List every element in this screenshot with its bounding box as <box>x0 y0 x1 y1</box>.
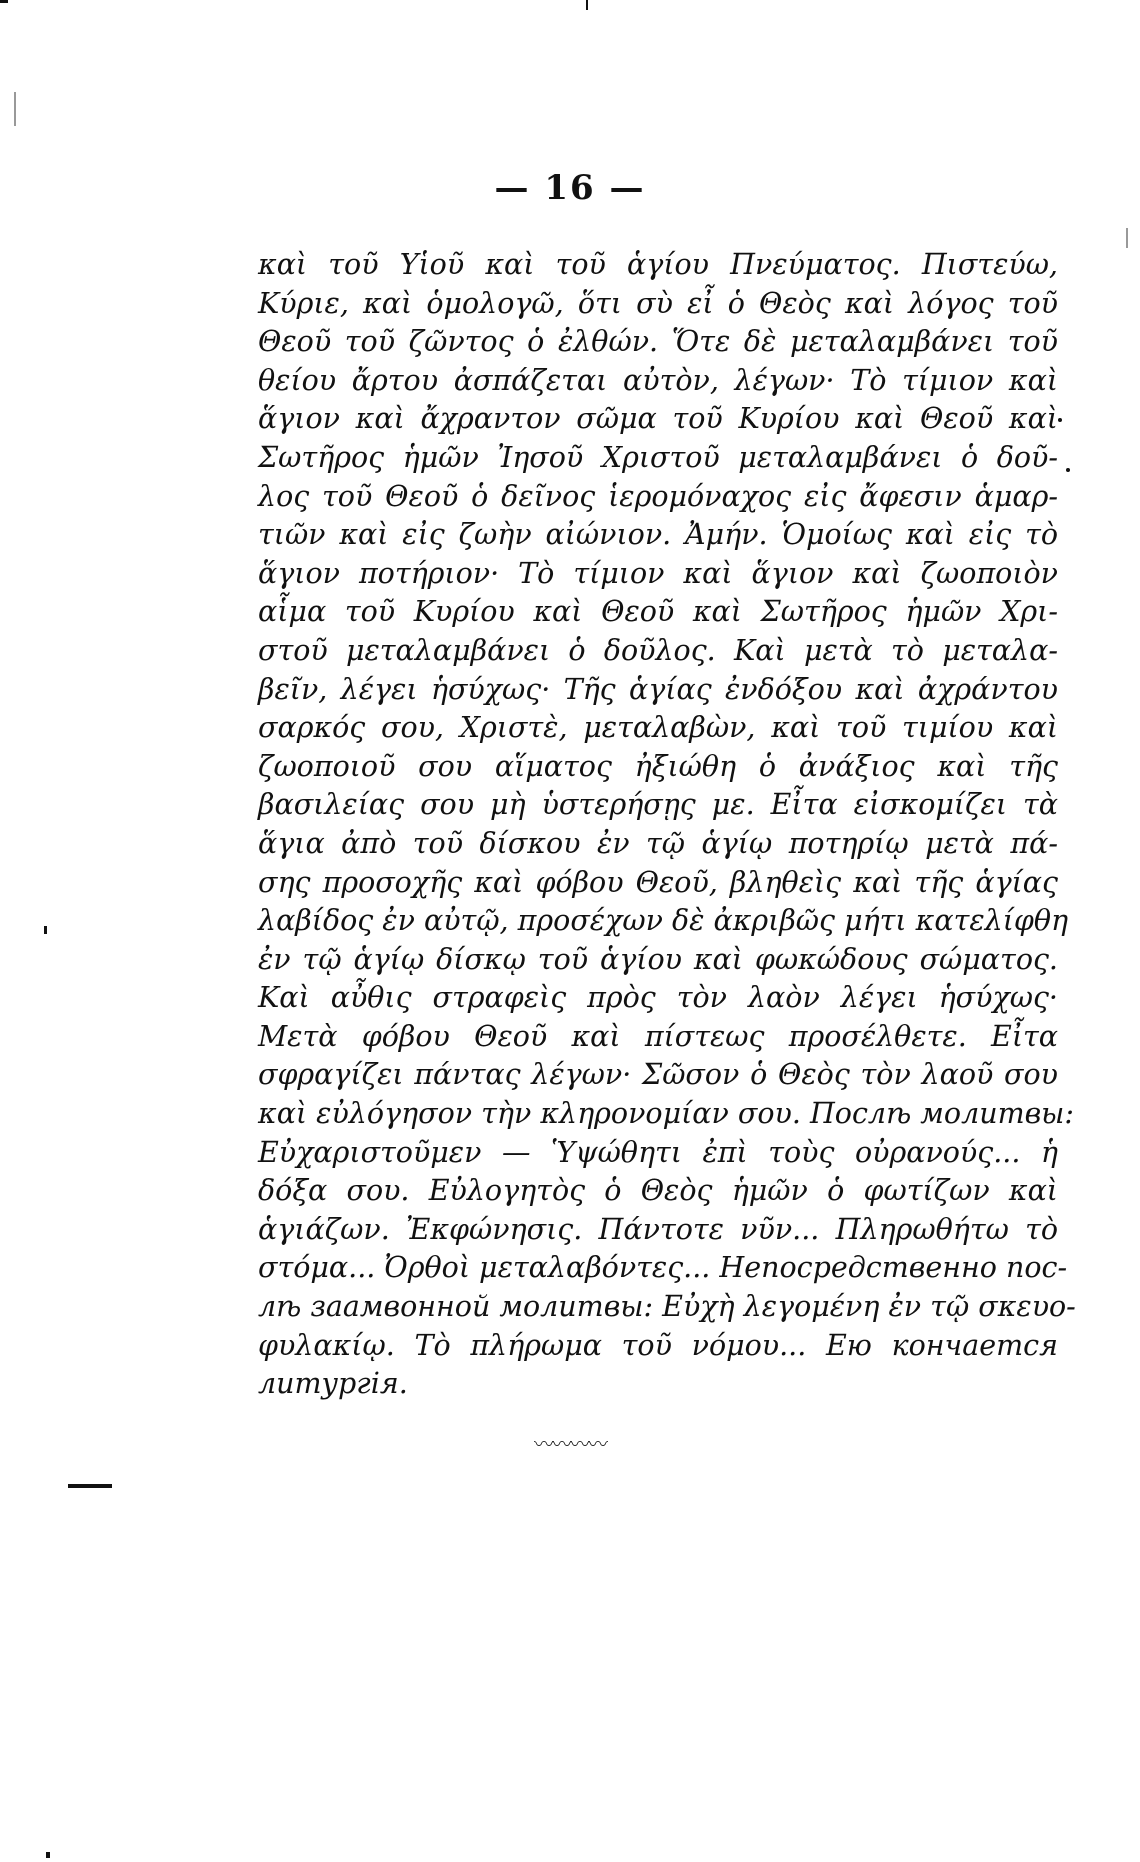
text-line: στοῦ μεταλαμβάνει ὁ δοῦλος. Καὶ μετὰ τὸ μεταλα- <box>258 633 1058 667</box>
text-line: βεῖν, λέγει ἡσύχως· Τῆς ἁγίας ἐνδόξου καὶ ἀχράντου <box>258 672 1058 706</box>
text-line: φυλακίῳ. Τὸ πλήρωμα τοῦ νόμου... Ею кончается <box>258 1328 1058 1362</box>
text-line-last: литургія. <box>258 1367 408 1401</box>
text-line: Εὐχαριστοῦμεν — Ὑψώθητι ἐπὶ τοὺς οὐρανούς... ἡ <box>258 1135 1058 1169</box>
scan-mark-bottom-dot <box>46 1852 50 1858</box>
scan-speck-right-1 <box>1058 418 1062 422</box>
text-line: лѣ заамвонной молитвы: Εὐχὴ λεγομένη ἐν τῷ σκευο- <box>258 1290 1076 1324</box>
scan-mark-right-rule <box>1126 228 1128 248</box>
text-line: τιῶν καὶ εἰς ζωὴν αἰώνιον. Ἀμήν. Ὁμοίως καὶ εἰς τὸ <box>258 518 1058 552</box>
page-number: — 16 — <box>494 168 646 208</box>
text-line: ἅγια ἀπὸ τοῦ δίσκου ἐν τῷ ἁγίῳ ποτηρίῳ μετὰ πά- <box>258 826 1058 860</box>
text-line: Θεοῦ τοῦ ζῶντος ὁ ἐλθών. Ὅτε δὲ μεταλαμβάνει τοῦ <box>258 325 1058 359</box>
text-line: στόμα... Ὀρθοὶ μεταλαβόντες... Непосредственно пос- <box>258 1251 1068 1285</box>
text-line: Σωτῆρος ἡμῶν Ἰησοῦ Χριστοῦ μεταλαμβάνει ὁ δοῦ- <box>258 440 1058 474</box>
text-line: λος τοῦ Θεοῦ ὁ δεῖνος ἱερομόναχος εἰς ἄφεσιν ἁμαρ- <box>258 479 1058 513</box>
scan-speck-right-2 <box>1066 468 1070 472</box>
text-line: καὶ εὐλόγησον τὴν κληρονομίαν σου. Послѣ молитвы: <box>258 1097 1074 1131</box>
text-line: ἁγιάζων. Ἐκφώνησις. Πάντοτε νῦν... Πληρωθήτω τὸ <box>258 1212 1058 1246</box>
scan-mark-top-center <box>586 0 588 10</box>
text-line: Καὶ αὖθις στραφεὶς πρὸς τὸν λαὸν λέγει ἡσύχως· <box>258 981 1058 1015</box>
scan-mark-top-left <box>0 0 8 3</box>
text-line: θείου ἄρτου ἀσπάζεται αὐτὸν, λέγων· Τὸ τίμιον καὶ <box>258 363 1058 397</box>
text-line: ζωοποιοῦ σου αἵματος ἠξιώθη ὁ ἀνάξιος καὶ τῆς <box>258 749 1058 783</box>
text-line: δόξα σου. Εὐλογητὸς ὁ Θεὸς ἡμῶν ὁ φωτίζων καὶ <box>258 1174 1058 1208</box>
text-line: Κύριε, καὶ ὁμολογῶ, ὅτι σὺ εἶ ὁ Θεὸς καὶ λόγος τοῦ <box>258 286 1058 320</box>
text-line: ἅγιον ποτήριον· Τὸ τίμιον καὶ ἅγιον καὶ ζωοποιὸν <box>258 556 1058 590</box>
end-ornament: 〰〰〰〰 <box>534 1432 606 1456</box>
scan-speck-left <box>44 926 47 934</box>
text-line: λαβίδος ἐν αὐτῷ, προσέχων δὲ ἀκριβῶς μήτι κατελίφθη <box>258 904 1069 938</box>
text-line: ἅγιον καὶ ἄχραντον σῶμα τοῦ Κυρίου καὶ Θεοῦ καὶ <box>258 402 1058 436</box>
text-line: καὶ τοῦ Υἱοῦ καὶ τοῦ ἁγίου Πνεύματος. Πιστεύω, <box>258 248 1058 281</box>
text-line: σης προσοχῆς καὶ φόβου Θεοῦ, βληθεὶς καὶ τῆς ἁγίας <box>258 865 1058 899</box>
text-line: αἷμα τοῦ Κυρίου καὶ Θεοῦ καὶ Σωτῆρος ἡμῶν Χρι- <box>258 595 1058 629</box>
text-line: ἐν τῷ ἁγίῳ δίσκῳ τοῦ ἁγίου καὶ φωκώδους σώματος. <box>258 942 1058 976</box>
scan-mark-bottom-left <box>68 1484 112 1488</box>
scan-mark-left-rule <box>14 92 16 126</box>
text-line: σφραγίζει πάντας λέγων· Σῶσον ὁ Θεὸς τὸν λαοῦ σου <box>258 1058 1058 1092</box>
text-line: Μετὰ φόβου Θεοῦ καὶ πίστεως προσέλθετε. Εἶτα <box>258 1019 1058 1053</box>
text-line: σαρκός σου, Χριστὲ, μεταλαβὼν, καὶ τοῦ τιμίου καὶ <box>258 711 1058 745</box>
text-line: βασιλείας σου μὴ ὑστερήσῃς με. Εἶτα εἰσκομίζει τὰ <box>258 788 1058 822</box>
body-text <box>258 246 1076 1404</box>
